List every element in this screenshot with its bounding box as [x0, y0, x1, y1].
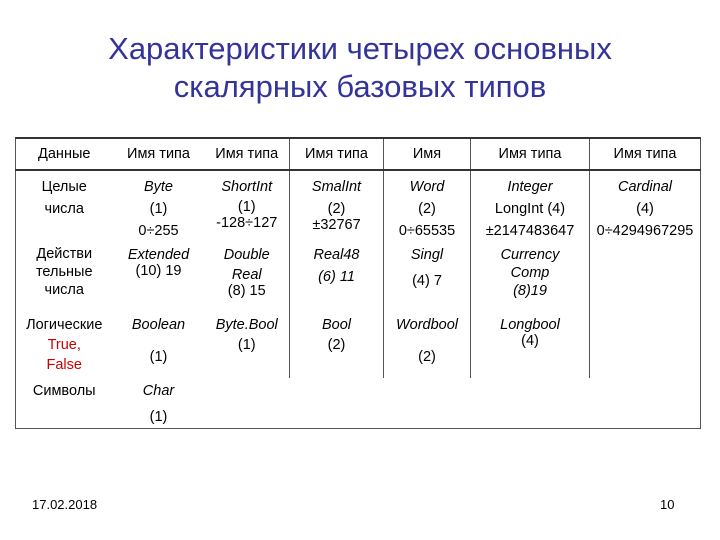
type-cell-integer: Integer LongInt (4) ±2147483647	[471, 170, 590, 242]
header-type-name: Имя типа	[590, 138, 701, 170]
empty-cell	[384, 378, 471, 428]
type-cell-bytebool: Byte.Bool (1)	[205, 312, 290, 378]
title-line-2: скалярных базовых типов	[173, 69, 547, 104]
slide-date: 17.02.2018	[32, 497, 98, 512]
type-cell-cardinal: Cardinal (4) 0÷4294967295	[596, 179, 694, 239]
row-label: Действи тельные числа	[35, 246, 93, 298]
slide-title	[40, 30, 680, 106]
empty-cell	[471, 378, 590, 428]
empty-cell	[290, 378, 384, 428]
slide-page-number: 10	[660, 497, 675, 512]
type-cell-bool: Bool (2)	[290, 312, 384, 378]
empty-cell	[590, 378, 701, 428]
table-header-row	[16, 138, 701, 170]
row-label: Логические True, False	[26, 317, 103, 373]
row-label: Целые числа	[41, 179, 87, 217]
type-cell-currency: Currency Comp (8)19	[471, 242, 590, 312]
header-type-name: Имя типа	[205, 138, 290, 170]
type-cell-boolean: Boolean (1)	[131, 317, 186, 365]
row-label: Символы	[32, 383, 96, 399]
table-row-characters	[16, 378, 701, 428]
type-cell-shortint: ShortInt (1) -128÷127	[205, 170, 290, 242]
type-cell-real48: Real48 (6) 11	[290, 242, 384, 312]
table-row-reals	[16, 242, 701, 312]
header-name: Имя	[384, 138, 471, 170]
type-cell-extended: Extended (10) 19	[127, 247, 190, 279]
type-cell-word: Word (2) 0÷65535	[384, 170, 471, 242]
empty-cell	[590, 312, 701, 378]
empty-cell	[205, 378, 290, 428]
type-cell-double: Double Real (8) 15	[205, 242, 290, 312]
types-table	[15, 137, 701, 429]
empty-cell	[590, 242, 701, 312]
type-cell-singl: Singl (4) 7	[384, 242, 471, 312]
type-cell-smalint: SmalInt (2) ±32767	[290, 170, 384, 242]
header-type-name: Имя типа	[290, 138, 384, 170]
type-cell-longbool: Longbool (4)	[471, 312, 590, 378]
type-cell-byte: Byte (1) 0÷255	[138, 179, 179, 239]
title-line-1: Характеристики четырех основных	[108, 31, 612, 66]
header-data: Данные	[16, 138, 113, 170]
type-cell-char: Char (1)	[142, 383, 175, 425]
type-cell-wordbool: Wordbool (2)	[384, 312, 471, 378]
header-type-name: Имя типа	[113, 138, 205, 170]
header-type-name: Имя типа	[471, 138, 590, 170]
table-row-booleans	[16, 312, 701, 378]
table-row-integers	[16, 170, 701, 242]
